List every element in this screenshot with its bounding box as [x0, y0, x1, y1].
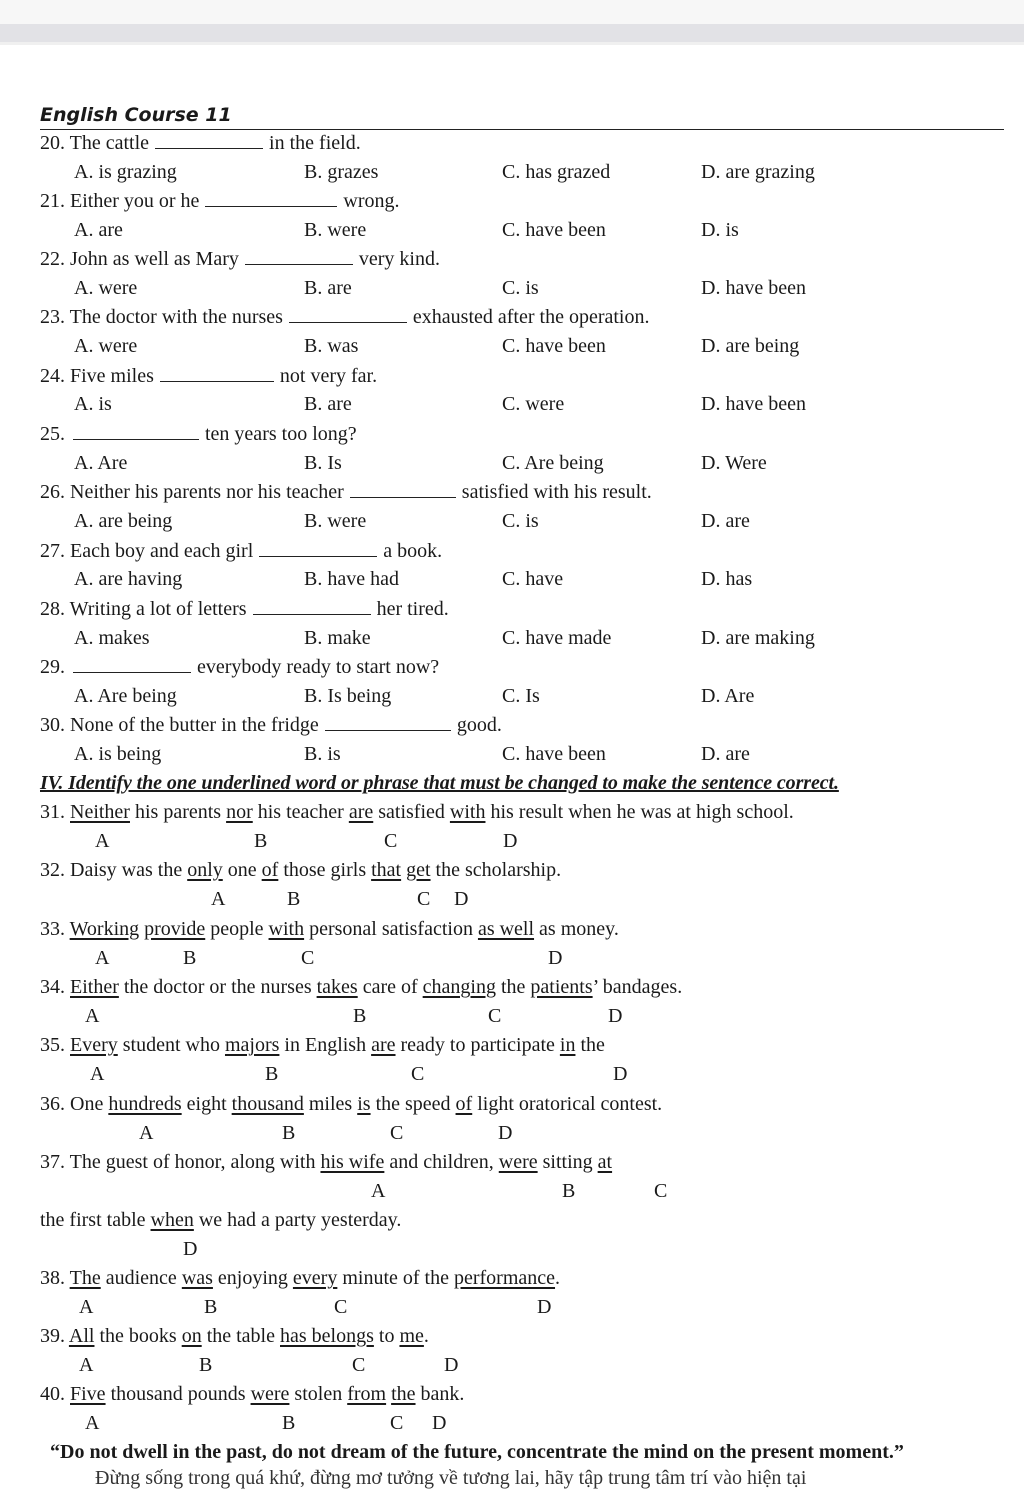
option-a: A. Are	[74, 452, 128, 474]
answer-blank	[259, 540, 377, 557]
top-divider-light	[0, 42, 1024, 45]
option-d: D. is	[701, 219, 739, 241]
option-d: D. are grazing	[701, 161, 815, 183]
option-a: A. are	[74, 219, 123, 241]
option-c: C. Is	[502, 685, 540, 707]
closing-quote: “Do not dwell in the past, do not dream of the future, concentrate the mind on the present moment.”	[50, 1441, 904, 1463]
sentence-32: 32. Daisy was the only one of those girls that get the scholarship.	[40, 859, 562, 881]
cut-off-line: Đừng sống trong quá khứ, đừng mơ tưởng về tương lai, hãy tập trung tâm trí vào hiện tại	[95, 1467, 807, 1489]
sentence-31: 31. Neither his parents nor his teacher are satisfied with his result when he was at high school.	[40, 801, 794, 823]
sentence-36: 36. One hundreds eight thousand miles is the speed of light oratorical contest.	[40, 1093, 663, 1115]
answer-blank	[73, 423, 199, 440]
sentence-33: 33. Working provide people with personal satisfaction as well as money.	[40, 918, 619, 940]
option-c: C. have made	[502, 627, 612, 649]
answer-blank	[155, 132, 263, 149]
section-heading: IV. Identify the one underlined word or phrase that must be changed to make the sentence correct.	[40, 772, 839, 794]
sentence-37: 37. The guest of honor, along with his wife and children, were sitting at	[40, 1151, 613, 1173]
option-b: B. are	[304, 277, 352, 299]
option-c: C. have been	[502, 335, 606, 357]
option-d: D. Were	[701, 452, 767, 474]
option-a: A. is	[74, 393, 112, 415]
answer-blank	[253, 598, 371, 615]
option-b: B. were	[304, 510, 367, 532]
option-a: A. is being	[74, 743, 162, 765]
sentence-37-continued: the first table when we had a party yesterday.	[40, 1209, 402, 1231]
option-c: C. has grazed	[502, 161, 611, 183]
option-c: C. have	[502, 568, 564, 590]
sentence-40: 40. Five thousand pounds were stolen from the bank.	[40, 1383, 465, 1405]
option-c: C. is	[502, 510, 539, 532]
answer-blank	[325, 714, 451, 731]
option-a: A. makes	[74, 627, 150, 649]
option-a: A. are being	[74, 510, 173, 532]
option-d: D. are	[701, 510, 750, 532]
answer-blank	[350, 481, 456, 498]
answer-blank	[245, 248, 353, 265]
option-c: C. have been	[502, 219, 606, 241]
option-a: A. Are being	[74, 685, 177, 707]
option-b: B. Is being	[304, 685, 392, 707]
answer-blank	[289, 306, 407, 323]
option-b: B. were	[304, 219, 367, 241]
option-c: C. Are being	[502, 452, 604, 474]
option-a: A. were	[74, 335, 138, 357]
option-b: B. have had	[304, 568, 399, 590]
option-a: A. are having	[74, 568, 183, 590]
option-b: B. is	[304, 743, 341, 765]
answer-blank	[73, 656, 191, 673]
top-band	[0, 0, 1024, 24]
option-c: C. have been	[502, 743, 606, 765]
option-d: D. have been	[701, 277, 806, 299]
letter-37-d: D	[183, 1238, 198, 1260]
option-b: B. was	[304, 335, 359, 357]
option-d: D. are making	[701, 627, 815, 649]
course-header	[40, 103, 1004, 130]
answer-blank	[205, 190, 337, 207]
sentence-35: 35. Every student who majors in English are ready to participate in the	[40, 1034, 605, 1056]
option-d: D. have been	[701, 393, 806, 415]
sentence-39: 39. All the books on the table has belongs to me.	[40, 1325, 429, 1347]
option-c: C. were	[502, 393, 565, 415]
course-title: English Course 11	[40, 104, 232, 126]
answer-blank	[160, 365, 274, 382]
top-divider	[0, 24, 1024, 42]
option-d: D. are being	[701, 335, 800, 357]
option-d: D. has	[701, 568, 753, 590]
option-c: C. is	[502, 277, 539, 299]
option-d: D. are	[701, 743, 750, 765]
option-a: A. is grazing	[74, 161, 177, 183]
option-b: B. grazes	[304, 161, 379, 183]
option-b: B. Is	[304, 452, 342, 474]
option-a: A. were	[74, 277, 138, 299]
option-b: B. are	[304, 393, 352, 415]
sentence-38: 38. The audience was enjoying every minute of the performance.	[40, 1267, 561, 1289]
option-b: B. make	[304, 627, 371, 649]
option-d: D. Are	[701, 685, 755, 707]
sentence-34: 34. Either the doctor or the nurses takes care of changing the patients’ bandages.	[40, 976, 683, 998]
